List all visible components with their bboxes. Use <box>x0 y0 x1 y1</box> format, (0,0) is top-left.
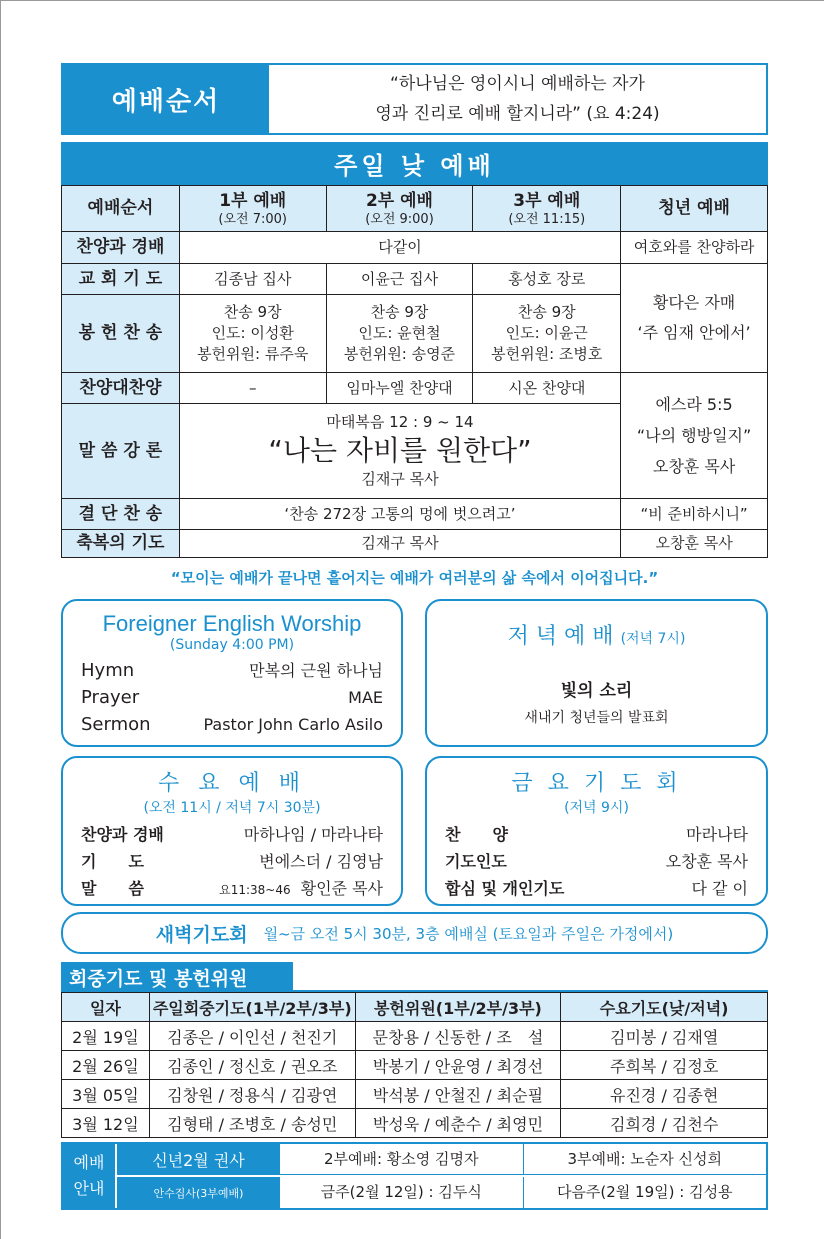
row-prayer <box>62 264 768 295</box>
wednesday-title: 수 요 예 배 <box>158 771 306 796</box>
offering-3: 찬송 9장 인도: 이윤근 봉헌위원: 조병호 <box>473 295 621 373</box>
blessing-youth: 오창훈 목사 <box>621 530 768 558</box>
service-guide <box>61 1142 768 1210</box>
member-cell: 박성욱 / 예춘수 / 최영민 <box>355 1109 561 1138</box>
row-label: 교 회 기 도 <box>62 264 180 295</box>
guide-cell: 다음주(2월 19일) : 김성용 <box>523 1177 767 1208</box>
member-date: 3월 12일 <box>62 1109 150 1138</box>
member-cell: 김창원 / 정용식 / 김광연 <box>149 1080 355 1109</box>
choir-2: 임마누엘 찬양대 <box>326 373 473 404</box>
sunday-service-title: 주일 낮 예배 <box>61 142 768 185</box>
member-cell: 박석봉 / 안철진 / 최순필 <box>355 1080 561 1109</box>
evening-worship-box <box>425 599 768 747</box>
row-blessing <box>62 530 768 558</box>
choir-1: – <box>179 373 326 404</box>
friday-time: (저녁 9시) <box>564 800 629 816</box>
col-service-1: 1부 예배 (오전 7:00) <box>179 186 326 232</box>
wednesday-time: (오전 11시 / 저녁 7시 30분) <box>143 800 321 816</box>
table-header-row <box>62 186 768 232</box>
friday-title: 금 요 기 도 회 <box>511 771 682 796</box>
row-praise <box>62 232 768 264</box>
evening-title: 저 녁 예 배 (저녁 7시) <box>507 624 686 649</box>
sermon-youth: 에스라 5:5 “나의 행방일지” 오창훈 목사 <box>621 373 768 499</box>
prayer-2: 이윤근 집사 <box>326 264 473 295</box>
member-cell: 박봉기 / 안윤영 / 최경선 <box>355 1051 561 1080</box>
members-header-row <box>62 993 768 1022</box>
members-title: 회중기도 및 봉헌위원 <box>61 962 293 992</box>
guide-cell: 2부예배: 황소영 김명자 <box>323 1150 479 1168</box>
friday-row: 합심 및 개인기도 다 같 이 <box>445 879 748 898</box>
row-choir <box>62 373 768 404</box>
prayer-3: 홍성호 장로 <box>473 264 621 295</box>
wednesday-row: 찬양과 경배 마하나임 / 마라나타 <box>81 825 383 844</box>
dawn-detail: 월~금 오전 5시 30분, 3층 예배실 (토요일과 주일은 가정에서) <box>263 924 674 943</box>
member-cell: 김희경 / 김천수 <box>561 1109 768 1138</box>
member-cell: 주희복 / 김정호 <box>561 1051 768 1080</box>
sermon-preacher: 김재구 목사 <box>361 470 439 488</box>
members-header: 수요기도(낮/저녁) <box>561 993 768 1022</box>
header-title: 예배순서 <box>63 65 269 133</box>
col-service-2: 2부 예배 (오전 9:00) <box>326 186 473 232</box>
member-cell: 김종인 / 정신호 / 권오조 <box>149 1051 355 1080</box>
foreign-time: (Sunday 4:00 PM) <box>169 637 295 653</box>
offering-2: 찬송 9장 인도: 윤현철 봉헌위원: 송영준 <box>326 295 473 373</box>
header-banner <box>61 63 768 135</box>
friday-row: 기도인도 오창훈 목사 <box>445 852 748 871</box>
table-row <box>62 1109 768 1138</box>
col-order: 예배순서 <box>62 186 180 232</box>
row-label: 봉 헌 찬 송 <box>62 295 180 373</box>
foreign-worship-box <box>61 599 403 747</box>
table-row <box>62 1022 768 1051</box>
foreign-row: Sermon Pastor John Carlo Asilo <box>81 714 383 735</box>
member-date: 3월 05일 <box>62 1080 150 1109</box>
members-table <box>61 992 768 1138</box>
members-header: 봉헌위원(1부/2부/3부) <box>355 993 561 1022</box>
member-cell: 문창용 / 신동한 / 조 설 <box>355 1022 561 1051</box>
member-cell: 김미봉 / 김재열 <box>561 1022 768 1051</box>
quote-line-1: “하나님은 영이시니 예배하는 자가 <box>390 74 645 94</box>
sunday-service-table <box>61 185 768 558</box>
guide-row1-label: 신년2월 권사 <box>117 1144 280 1175</box>
members-header: 일자 <box>62 993 150 1022</box>
guide-cell: 금주(2월 12일) : 김두식 <box>320 1183 482 1201</box>
guide-row2-label: 안수집사(3부예배) <box>117 1177 280 1208</box>
member-cell: 유진경 / 김종현 <box>561 1080 768 1109</box>
col-youth: 청년 예배 <box>621 186 768 232</box>
praise-all: 다같이 <box>179 232 620 264</box>
motto-text: “모이는 예배가 끝나면 흩어지는 예배가 여러분의 삶 속에서 이어집니다.” <box>170 569 659 587</box>
prayer-1: 김종남 집사 <box>179 264 326 295</box>
table-row <box>62 1080 768 1109</box>
dawn-prayer-box <box>61 912 768 954</box>
wednesday-row: 기 도 변에스더 / 김영남 <box>81 852 383 871</box>
row-label: 결 단 찬 송 <box>62 499 180 530</box>
choir-3: 시온 찬양대 <box>473 373 621 404</box>
friday-row: 찬 양 마라나타 <box>445 825 748 844</box>
guide-row2 <box>280 1177 766 1208</box>
decision-youth: “비 준비하시니” <box>621 499 768 530</box>
member-cell: 김형태 / 조병호 / 송성민 <box>149 1109 355 1138</box>
foreign-row: Prayer MAE <box>81 687 383 708</box>
col-service-3: 3부 예배 (오전 11:15) <box>473 186 621 232</box>
row-label: 축복의 기도 <box>62 530 180 558</box>
member-date: 2월 19일 <box>62 1022 150 1051</box>
header-quote <box>269 65 766 133</box>
row-label: 찬양대찬양 <box>62 373 180 404</box>
guide-label: 예배 안내 <box>63 1144 115 1208</box>
sermon-title: “나는 자비를 원한다” <box>268 434 532 467</box>
evening-sub: 새내기 청년들의 발표회 <box>524 710 669 726</box>
blessing-all: 김재구 목사 <box>179 530 620 558</box>
evening-main: 빛의 소리 <box>560 681 633 701</box>
row-label: 찬양과 경배 <box>62 232 180 264</box>
wednesday-row: 말 씀 요11:38~46 황인준 목사 <box>81 879 383 898</box>
member-date: 2월 26일 <box>62 1051 150 1080</box>
praise-youth: 여호와를 찬양하라 <box>621 232 768 264</box>
wednesday-worship-box <box>61 756 403 906</box>
quote-line-2: 영과 진리로 예배 할지니라” (요 4:24) <box>375 104 660 124</box>
foreign-title: Foreigner English Worship <box>102 611 362 636</box>
guide-cell: 3부예배: 노순자 신성희 <box>523 1144 767 1174</box>
foreign-row: Hymn 만복의 근원 하나님 <box>81 660 383 681</box>
members-header: 주일회중기도(1부/2부/3부) <box>149 993 355 1022</box>
decision-all: ‘찬송 272장 고통의 멍에 벗으려고’ <box>179 499 620 530</box>
guide-row1 <box>280 1144 766 1175</box>
row-decision <box>62 499 768 530</box>
friday-prayer-box <box>425 756 768 906</box>
row-label: 말 씀 강 론 <box>62 404 180 499</box>
dawn-title: 새벽기도회 <box>155 923 248 946</box>
offering-youth: 황다은 자매 ‘주 임재 안에서’ <box>621 264 768 373</box>
offering-1: 찬송 9장 인도: 이성환 봉헌위원: 류주욱 <box>179 295 326 373</box>
sermon-scripture: 마태복음 12 : 9 ~ 14 <box>326 413 474 431</box>
table-row <box>62 1051 768 1080</box>
member-cell: 김종은 / 이인선 / 천진기 <box>149 1022 355 1051</box>
sermon-main <box>179 404 620 499</box>
